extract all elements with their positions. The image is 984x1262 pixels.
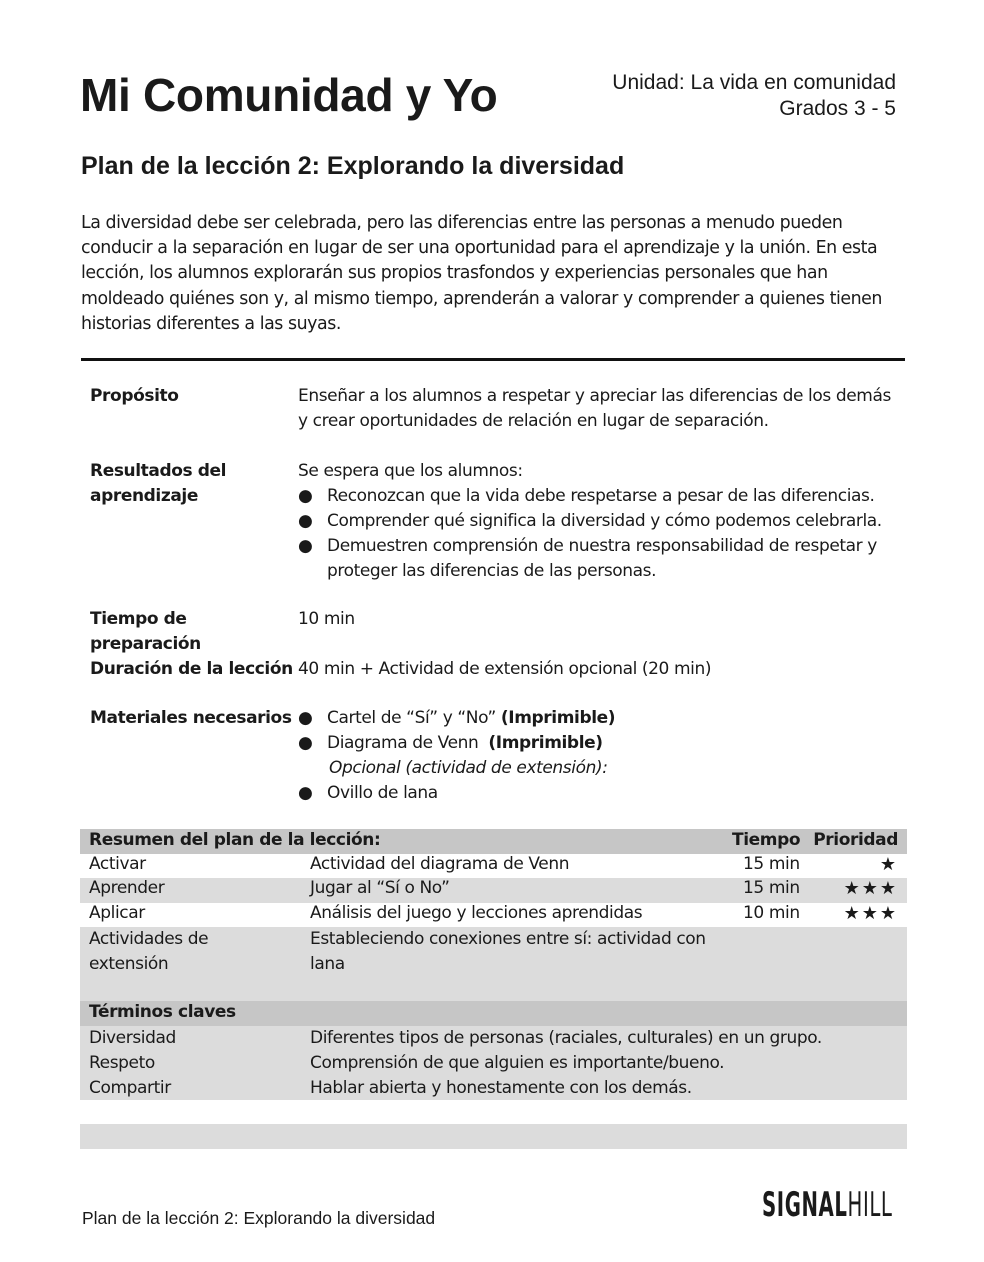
material-text: Cartel de “Sí” y “No” [327, 708, 496, 728]
materials-label: Materiales necesarios [90, 708, 292, 728]
outcome-text: Reconozcan que la vida debe respetarse a pesar de las diferencias. [327, 486, 875, 506]
table-row [80, 878, 907, 903]
grade-range: Grados 3 - 5 [779, 97, 896, 120]
list-item [298, 509, 898, 534]
page-title: Mi Comunidad y Yo [80, 69, 498, 121]
unit-info [612, 70, 896, 122]
list-item [298, 484, 898, 509]
bullet-icon: ● [298, 511, 313, 531]
time-cell: 15 min [743, 854, 800, 874]
summary-header: Resumen del plan de la lección: [89, 830, 381, 850]
definitions-column [310, 1026, 822, 1101]
time-header: Tiempo [732, 830, 801, 850]
terms-header-row [80, 1001, 907, 1026]
signalhill-logo [762, 1185, 892, 1225]
purpose-text: Enseñar a los alumnos a respetar y apreciar las diferencias de los demás y crear oportunidades de relación en lugar de separación. [298, 386, 891, 431]
list-item [298, 706, 898, 731]
footer-text: Plan de la lección 2: Explorando la diversidad [82, 1208, 436, 1228]
terms-block [80, 1026, 907, 1100]
prep-value: 10 min [298, 609, 355, 629]
phase-line: extensión [89, 954, 169, 974]
bullet-icon: ● [298, 733, 313, 753]
star-icon: ★ [879, 854, 898, 875]
bullet-icon: ● [298, 486, 313, 506]
phase-cell: Aprender [89, 878, 165, 898]
logo-part-bold: SIGNAL [762, 1185, 848, 1225]
term-cell: Diversidad [89, 1028, 176, 1048]
lesson-summary-table [80, 829, 907, 1149]
materials-list [298, 706, 898, 756]
duration-label: Duración de la lección [90, 659, 293, 679]
purpose-label: Propósito [90, 386, 179, 406]
phase-cell: Aplicar [89, 903, 145, 923]
outcomes-intro: Se espera que los alumnos: [298, 461, 523, 481]
outcome-text: Demuestren comprensión de nuestra responsabilidad de respetar y proteger las diferencias de las personas. [327, 536, 877, 581]
materials-content [298, 706, 898, 806]
term-cell: Compartir [89, 1078, 171, 1098]
activity-line: lana [310, 954, 345, 974]
prep-label [90, 607, 201, 657]
outcome-text: Comprender qué significa la diversidad y cómo podemos celebrarla. [327, 511, 882, 531]
time-cell: 10 min [743, 903, 800, 923]
activity-cell: Actividad del diagrama de Venn [310, 854, 570, 874]
table-spacer [80, 1100, 907, 1124]
printable-tag: (Imprimible) [488, 733, 603, 753]
activity-cell: Jugar al “Sí o No” [310, 878, 450, 898]
list-item [298, 731, 898, 756]
intro-paragraph: La diversidad debe ser celebrada, pero las diferencias entre las personas a menudo pueden conducir a la separación en lugar de ser una oportunidad para el aprendizaje y la unión. En esta lección, los alumnos explorarán sus propios trasfondos y experiencias personales que han moldeado quiénes son y, al mismo tiempo, aprenderán a valorar y comprender a quienes tienen historias diferentes a las suyas. [81, 213, 883, 334]
outcomes-list [298, 484, 898, 584]
definition-cell: Diferentes tipos de personas (raciales, culturales) en un grupo. [310, 1028, 822, 1048]
table-row [80, 927, 907, 1001]
activity-cell: Análisis del juego y lecciones aprendidas [310, 903, 643, 923]
definition-cell: Hablar abierta y honestamente con los demás. [310, 1078, 692, 1098]
table-row [80, 903, 907, 927]
activity-cell [310, 927, 706, 977]
list-item [298, 781, 898, 806]
terms-column [89, 1026, 176, 1101]
bullet-icon: ● [298, 783, 313, 803]
prep-label-line1: Tiempo de [90, 609, 187, 629]
term-cell: Respeto [89, 1053, 155, 1073]
terms-header: Términos claves [89, 1002, 236, 1022]
section-divider [81, 358, 905, 361]
activity-line: Estableciendo conexiones entre sí: actividad con [310, 929, 706, 949]
bullet-icon: ● [298, 708, 313, 728]
priority-header: Prioridad [813, 830, 898, 850]
definition-cell: Comprensión de que alguien es importante/bueno. [310, 1053, 725, 1073]
prep-label-line2: preparación [90, 634, 201, 654]
duration-value: 40 min + Actividad de extensión opcional (20 min) [298, 659, 712, 679]
lesson-title: Plan de la lección 2: Explorando la diversidad [81, 152, 625, 180]
outcomes-label-line2: aprendizaje [90, 486, 198, 506]
optional-note: Opcional (actividad de extensión): [329, 758, 608, 778]
outcomes-label-line1: Resultados del [90, 461, 227, 481]
phase-line: Actividades de [89, 929, 209, 949]
unit-name: Unidad: La vida en comunidad [612, 71, 896, 94]
material-text: Ovillo de lana [327, 783, 438, 803]
table-header [80, 829, 907, 854]
phase-cell [89, 927, 208, 977]
phase-cell: Activar [89, 854, 146, 874]
star-icon: ★★★ [843, 903, 898, 924]
star-icon: ★★★ [843, 878, 898, 899]
material-text: Diagrama de Venn [327, 733, 479, 753]
outcomes-label [90, 459, 226, 509]
list-item [298, 534, 898, 584]
table-empty-row [80, 1124, 907, 1149]
table-row [80, 854, 907, 878]
bullet-icon: ● [298, 536, 313, 556]
printable-tag: (Imprimible) [500, 708, 616, 728]
outcomes-content [298, 459, 898, 584]
time-cell: 15 min [743, 878, 800, 898]
materials-list-optional [298, 781, 898, 806]
logo-part-thin: HILL [847, 1185, 893, 1225]
